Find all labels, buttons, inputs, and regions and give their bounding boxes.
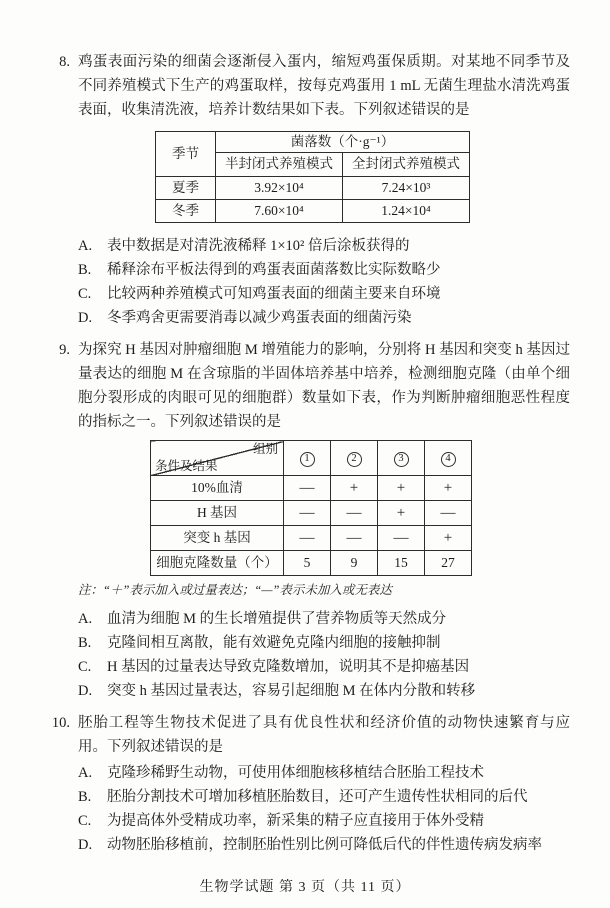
question-9-number: 9. [59,342,70,358]
option-text: 胚胎分割技术可增加移植胚胎数目，还可产生遗传性状相同的后代 [107,789,528,805]
table-cell: 9 [331,551,378,576]
circled-number-1: 1 [300,452,315,467]
option-9-d [78,679,570,703]
row-label-cell: H 基因 [151,501,284,526]
option-9-a [78,607,570,631]
question-9-stem: 为探究 H 基因对肿瘤细胞 M 增殖能力的影响，分别将 H 基因和突变 h 基因过量表达的细胞 M 在含琼脂的半固体培养基中培养，检测细胞克隆（由单个细胞分裂形成的肉眼可见的细胞群）数量如下表，作为判断肿瘤细胞恶性程度的指标之一。下列叙述错误的是 [78,342,570,430]
option-label: D. [78,310,93,326]
circled-number-2: 2 [347,452,362,467]
option-text: 冬季鸡舍更需要消毒以减少鸡蛋表面的细菌污染 [107,310,412,326]
table-header-row [156,132,470,153]
table-cell: — [425,501,472,526]
table-row-h-gene [151,501,472,526]
table-cell: + [425,476,472,501]
colony-header-cell: 菌落数（个·g⁻¹） [216,132,470,153]
row-label-cell: 细胞克隆数量（个） [151,551,284,576]
table-cell: — [284,526,331,551]
table-cell: — [284,476,331,501]
option-text: 稀释涂布平板法得到的鸡蛋表面菌落数比实际数略少 [107,262,441,278]
option-label: C. [78,286,92,302]
table-row-clone-count [151,551,472,576]
table-note: 注：“＋”表示加入或过量表达；“—”表示未加入或无表达 [78,583,392,597]
option-label: A. [78,765,93,781]
page-footer: 生物学试题 第 3 页（共 11 页） [199,880,411,895]
diagonal-header-cell [151,441,284,476]
table-cell: 27 [425,551,472,576]
option-text: 比较两种养殖模式可知鸡蛋表面的细菌主要来自环境 [107,286,441,302]
table-cell: 1.24×10⁴ [343,200,470,223]
option-10-c [78,809,570,833]
table-cell: 5 [284,551,331,576]
group-header-label: 组别 [252,442,278,456]
circled-number-4: 4 [441,452,456,467]
option-9-b [78,631,570,655]
group-header-cell [331,441,378,476]
table-cell: 7.60×10⁴ [216,200,343,223]
question-10-number: 10. [51,715,70,731]
condition-header-label: 条件及结果 [155,459,218,473]
question-8-number: 8. [59,54,70,70]
option-10-b [78,785,570,809]
table-cell: 3.92×10⁴ [216,177,343,200]
group-header-cell [378,441,425,476]
question-9 [40,338,570,703]
option-label: B. [78,262,92,278]
table-header-row [151,441,472,476]
table-cell: — [284,501,331,526]
circled-number-3: 3 [394,452,409,467]
option-text: 克隆间相互离散，能有效避免克隆内细胞的接触抑制 [107,635,441,651]
option-text: 突变 h 基因过量表达，容易引起细胞 M 在体内分散和转移 [107,683,476,699]
table-cell: — [331,526,378,551]
group-header-cell [284,441,331,476]
option-label: D. [78,683,93,699]
table-cell: + [378,476,425,501]
question-9-options [78,607,570,703]
group-header-cell [425,441,472,476]
table-cell: + [425,526,472,551]
option-text: 血清为细胞 M 的生长增殖提供了营养物质等天然成分 [107,611,447,627]
table-cell: + [378,501,425,526]
row-label-cell: 突变 h 基因 [151,526,284,551]
option-label: B. [78,635,92,651]
season-header-cell: 季节 [156,132,216,177]
option-9-c [78,655,570,679]
table-cell: + [331,476,378,501]
question-10 [40,711,570,857]
option-8-b [78,258,570,282]
row-label-cell: 10%血清 [151,476,284,501]
table-cell: 7.24×10³ [343,177,470,200]
table-row-winter [156,200,470,223]
option-10-d [78,833,570,857]
option-text: H 基因的过量表达导致克隆数增加，说明其不是抑癌基因 [107,659,470,675]
question-10-stem: 胚胎工程等生物技术促进了具有优良性状和经济价值的动物快速繁育与应用。下列叙述错误的是 [78,715,570,755]
question-8 [40,50,570,330]
table-row-mutant-h-gene [151,526,472,551]
option-label: C. [78,659,92,675]
option-8-c [78,282,570,306]
mode-semi-header-cell: 半封闭式养殖模式 [216,153,343,177]
option-text: 克隆珍稀野生动物，可使用体细胞核移植结合胚胎工程技术 [107,765,484,781]
option-label: C. [78,813,92,829]
option-label: A. [78,611,93,627]
table-cell: 夏季 [156,177,216,200]
option-10-a [78,761,570,785]
option-text: 动物胚胎移植前，控制胚胎性别比例可降低后代的伴性遗传病发病率 [107,837,542,853]
option-text: 为提高体外受精成功率，新采集的精子应直接用于体外受精 [107,813,484,829]
mode-full-header-cell: 全封闭式养殖模式 [343,153,470,177]
option-text: 表中数据是对清洗液稀释 1×10² 倍后涂板获得的 [107,238,410,254]
question-8-options [78,234,570,330]
option-8-a [78,234,570,258]
option-label: D. [78,837,93,853]
question-8-stem: 鸡蛋表面污染的细菌会逐渐侵入蛋内，缩短鸡蛋保质期。对某地不同季节及不同养殖模式下生产的鸡蛋取样，按每克鸡蛋用 1 mL 无菌生理盐水清洗鸡蛋表面，收集清洗液，培养计数结果如下表。下列叙述错误的是 [78,54,570,118]
option-label: A. [78,238,93,254]
table-cell: — [331,501,378,526]
question-10-options [78,761,570,857]
cell-clone-table [150,440,472,576]
table-row-serum [151,476,472,501]
option-8-d [78,306,570,330]
table-cell: — [378,526,425,551]
option-label: B. [78,789,92,805]
table-cell: 15 [378,551,425,576]
colony-count-table [155,131,470,223]
table-cell: 冬季 [156,200,216,223]
table-row-summer [156,177,470,200]
